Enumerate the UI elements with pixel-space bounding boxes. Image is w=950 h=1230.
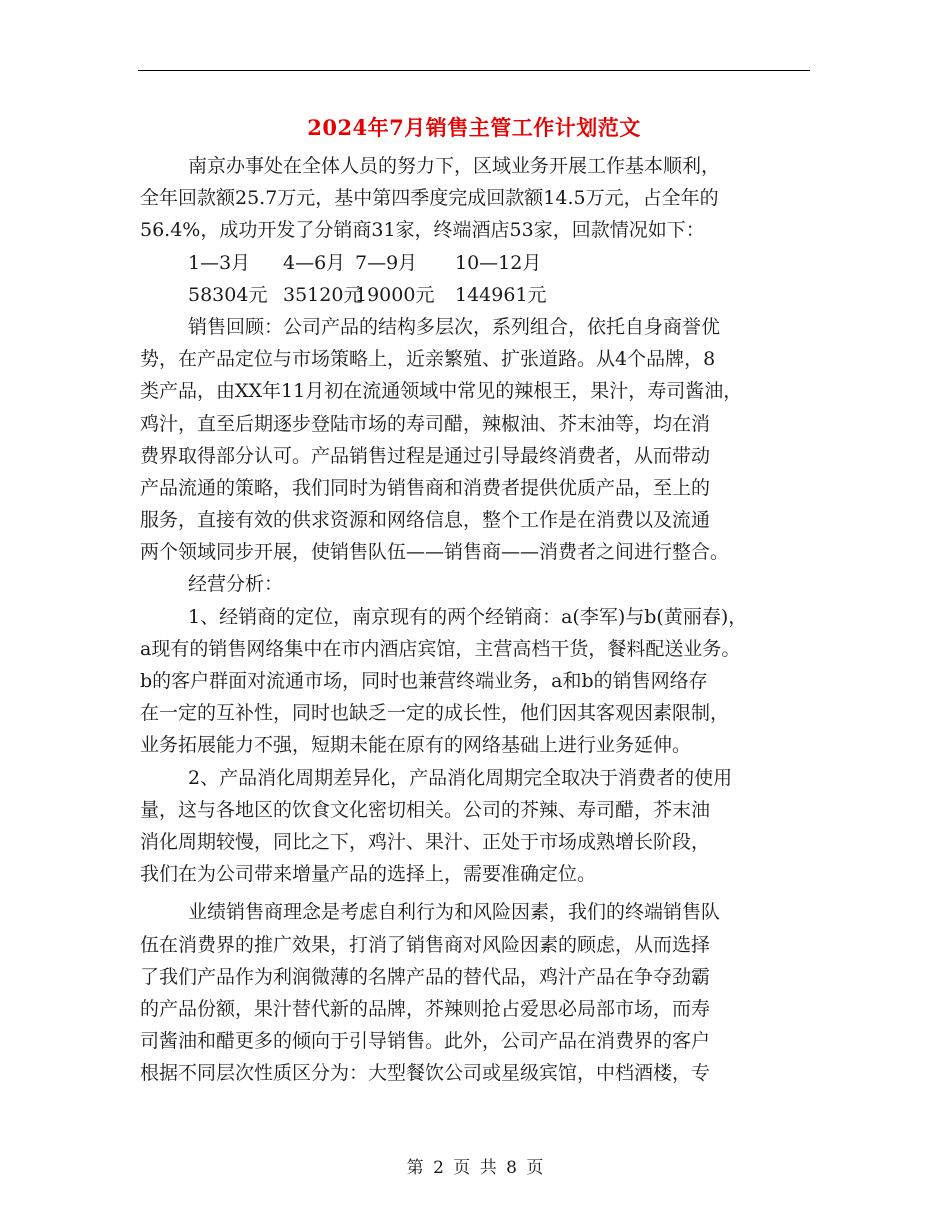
payment-table-value-row — [140, 279, 812, 311]
text-line: 两个领域同步开展，使销售队伍——销售商——消费者之间进行整合。 — [140, 541, 730, 564]
payment-period: 4—6月 — [283, 251, 346, 274]
text-line: 消化周期较慢，同比之下，鸡汁、果汁、正处于市场成熟增长阶段， — [140, 830, 711, 853]
text-line: 销售回顾：公司产品的结构多层次，系列组合，依托自身商誉优 — [188, 315, 721, 338]
text-line: 量，这与各地区的饮食文化密切相关。公司的芥辣、寿司醋，芥末油 — [140, 798, 711, 821]
text-line: 类产品，由XX年11月初在流通领域中常见的辣根王，果汁，寿司酱油， — [140, 380, 743, 403]
payment-amount: 19000元 — [355, 283, 435, 306]
payment-period: 7—9月 — [355, 251, 418, 274]
text-line: 业务拓展能力不强，短期未能在原有的网络基础上进行业务延伸。 — [140, 734, 692, 757]
text-line: 的产品份额，果汁替代新的品牌，芥辣则抢占爱思必局部市场，而寿 — [140, 997, 711, 1020]
text-line: 1、经销商的定位，南京现有的两个经销商：a(李军)与b(黄丽春)， — [188, 605, 748, 628]
payment-period: 10—12月 — [455, 251, 542, 274]
text-line: 全年回款额25.7万元，基中第四季度完成回款额14.5万元，占全年的 — [140, 187, 719, 210]
section-heading: 经营分析： — [188, 573, 284, 596]
payment-amount: 35120元 — [283, 283, 363, 306]
text-line: 司酱油和醋更多的倾向于引导销售。此外，公司产品在消费界的客户 — [140, 1030, 711, 1053]
text-line: 根据不同层次性质区分为：大型餐饮公司或星级宾馆，中档酒楼，专 — [140, 1062, 711, 1085]
text-line: 费界取得部分认可。产品销售过程是通过引导最终消费者，从而带动 — [140, 444, 711, 467]
payment-table-header-row — [140, 247, 812, 279]
document-body — [140, 150, 812, 1089]
text-line: 2、产品消化周期差异化，产品消化周期完全取决于消费者的使用 — [188, 766, 733, 789]
text-line: 势，在产品定位与市场策略上，近亲繁殖、扩张道路。从4个品牌，8 — [140, 348, 716, 371]
header-rule — [138, 70, 810, 71]
text-line: 南京办事处在全体人员的努力下，区域业务开展工作基本顺利， — [188, 155, 721, 177]
text-line: 产品流通的策略，我们同时为销售商和消费者提供优质产品，至上的 — [140, 476, 711, 499]
payment-amount: 58304元 — [188, 283, 268, 306]
text-line: 伍在消费界的推广效果，打消了销售商对风险因素的顾虑，从而选择 — [140, 933, 711, 956]
text-line: 56.4%，成功开发了分销商31家，终端酒店53家，回款情况如下： — [140, 219, 705, 242]
text-line: b的客户群面对流通市场，同时也兼营终端业务，a和b的销售网络存 — [140, 670, 708, 692]
text-line: 在一定的互补性，同时也缺乏一定的成长性，他们因其客观因素限制， — [140, 702, 730, 725]
text-line: 我们在为公司带来增量产品的选择上，需要准确定位。 — [140, 863, 597, 886]
text-line: 服务，直接有效的供求资源和网络信息，整个工作是在消费以及流通 — [140, 509, 711, 532]
document-title: 2024年7月销售主管工作计划范文 — [307, 115, 641, 140]
text-line: 业绩销售商理念是考虑自利行为和风险因素，我们的终端销售队 — [188, 901, 721, 924]
payment-period: 1—3月 — [188, 251, 251, 274]
page-number-footer: 第 2 页 共 8 页 — [406, 1158, 544, 1178]
text-line: a现有的销售网络集中在市内酒店宾馆，主营高档干货，餐料配送业务。 — [140, 637, 741, 660]
payment-amount: 144961元 — [455, 283, 547, 306]
text-line: 鸡汁，直至后期逐步登陆市场的寿司醋，辣椒油、芥末油等，均在消 — [140, 412, 711, 435]
text-line: 了我们产品作为利润微薄的名牌产品的替代品，鸡汁产品在争夺劲霸 — [140, 965, 711, 988]
